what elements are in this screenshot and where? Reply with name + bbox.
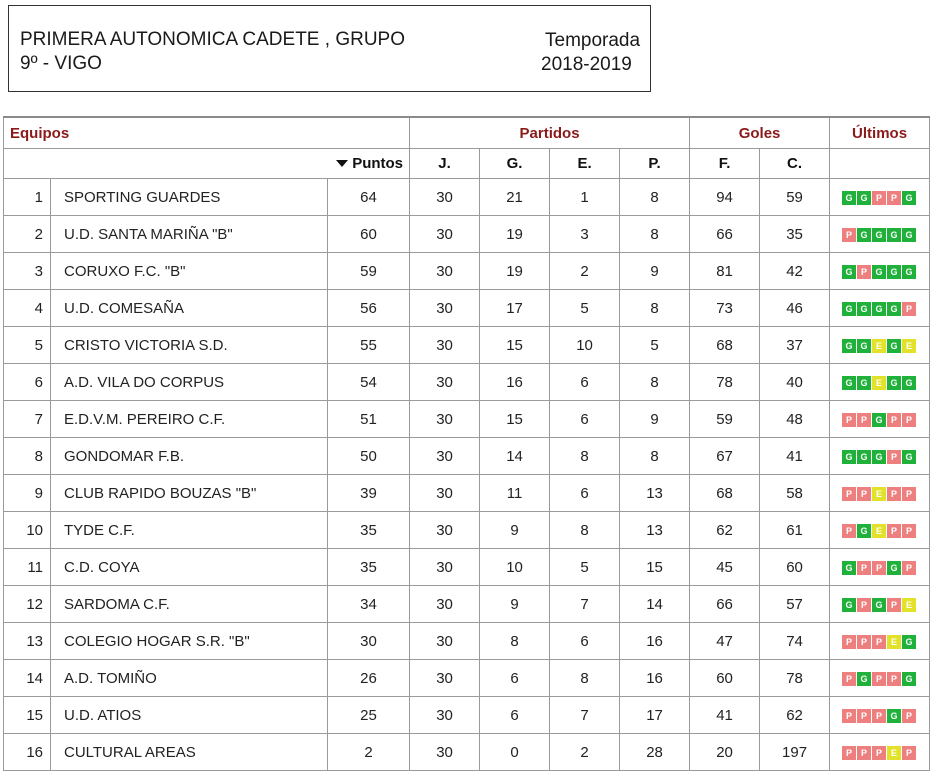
header-equipos: Equipos: [4, 117, 410, 149]
position-cell: 11: [4, 549, 51, 586]
group-title: 9º - VIGO: [20, 53, 102, 74]
table-row: [4, 364, 930, 401]
form-chip: P: [887, 524, 901, 538]
goals-for-cell: 67: [690, 438, 760, 475]
won-cell: 16: [480, 364, 550, 401]
form-chip: G: [902, 376, 916, 390]
goals-against-cell: 74: [760, 623, 830, 660]
form-chip: E: [887, 746, 901, 760]
header-partidos: Partidos: [410, 117, 690, 149]
column-header-c[interactable]: C.: [760, 149, 830, 179]
form-chip: G: [887, 228, 901, 242]
form-chip: P: [902, 746, 916, 760]
form-chip: G: [872, 413, 886, 427]
form-chip: G: [857, 339, 871, 353]
form-strip: [842, 302, 917, 316]
position-cell: 3: [4, 253, 51, 290]
lost-cell: 16: [620, 660, 690, 697]
drawn-cell: 3: [550, 216, 620, 253]
position-cell: 16: [4, 734, 51, 771]
goals-for-cell: 78: [690, 364, 760, 401]
team-name-link[interactable]: C.D. COYA: [51, 549, 328, 586]
season-label: Temporada: [545, 30, 641, 51]
drawn-cell: 8: [550, 438, 620, 475]
form-chip: E: [872, 376, 886, 390]
won-cell: 15: [480, 327, 550, 364]
form-strip: [842, 376, 917, 390]
table-row: [4, 290, 930, 327]
table-row: [4, 401, 930, 438]
won-cell: 19: [480, 253, 550, 290]
goals-for-cell: 20: [690, 734, 760, 771]
points-cell: 2: [328, 734, 410, 771]
played-cell: 30: [410, 179, 480, 216]
header-ultimos: Últimos: [830, 117, 930, 149]
table-row: [4, 623, 930, 660]
lost-cell: 8: [620, 290, 690, 327]
form-strip: [842, 598, 917, 612]
column-header-f[interactable]: F.: [690, 149, 760, 179]
lost-cell: 9: [620, 253, 690, 290]
team-name-link[interactable]: CULTURAL AREAS: [51, 734, 328, 771]
team-name-link[interactable]: CLUB RAPIDO BOUZAS "B": [51, 475, 328, 512]
form-chip: P: [842, 709, 856, 723]
form-strip: [842, 746, 917, 760]
goals-against-cell: 58: [760, 475, 830, 512]
goals-for-cell: 94: [690, 179, 760, 216]
played-cell: 30: [410, 438, 480, 475]
table-row: [4, 586, 930, 623]
goals-against-cell: 59: [760, 179, 830, 216]
column-header-row: [4, 149, 930, 179]
drawn-cell: 5: [550, 549, 620, 586]
form-chip: P: [842, 672, 856, 686]
form-chip: P: [842, 228, 856, 242]
form-chip: P: [902, 302, 916, 316]
form-cell: [830, 290, 930, 327]
goals-for-cell: 62: [690, 512, 760, 549]
table-row: [4, 327, 930, 364]
won-cell: 6: [480, 660, 550, 697]
lost-cell: 14: [620, 586, 690, 623]
lost-cell: 15: [620, 549, 690, 586]
drawn-cell: 8: [550, 512, 620, 549]
form-chip: P: [887, 450, 901, 464]
form-chip: G: [842, 191, 856, 205]
form-chip: G: [857, 302, 871, 316]
form-chip: G: [872, 228, 886, 242]
form-strip: [842, 450, 917, 464]
team-name-link[interactable]: SPORTING GUARDES: [51, 179, 328, 216]
form-chip: P: [842, 524, 856, 538]
form-strip: [842, 228, 917, 242]
goals-for-cell: 66: [690, 586, 760, 623]
table-row: [4, 253, 930, 290]
goals-for-cell: 73: [690, 290, 760, 327]
team-name-link[interactable]: SARDOMA C.F.: [51, 586, 328, 623]
goals-for-cell: 41: [690, 697, 760, 734]
lost-cell: 8: [620, 364, 690, 401]
form-chip: P: [887, 487, 901, 501]
table-row: [4, 216, 930, 253]
form-chip: P: [857, 265, 871, 279]
goals-against-cell: 62: [760, 697, 830, 734]
team-name-link[interactable]: TYDE C.F.: [51, 512, 328, 549]
goals-against-cell: 57: [760, 586, 830, 623]
position-cell: 7: [4, 401, 51, 438]
form-strip: [842, 524, 917, 538]
form-chip: G: [842, 598, 856, 612]
form-chip: P: [872, 561, 886, 575]
goals-against-cell: 37: [760, 327, 830, 364]
points-cell: 35: [328, 549, 410, 586]
played-cell: 30: [410, 660, 480, 697]
header-goles: Goles: [690, 117, 830, 149]
played-cell: 30: [410, 475, 480, 512]
form-chip: G: [902, 228, 916, 242]
drawn-cell: 7: [550, 586, 620, 623]
played-cell: 30: [410, 586, 480, 623]
played-cell: 30: [410, 364, 480, 401]
goals-against-cell: 40: [760, 364, 830, 401]
points-cell: 26: [328, 660, 410, 697]
form-chip: P: [842, 746, 856, 760]
goals-for-cell: 45: [690, 549, 760, 586]
lost-cell: 8: [620, 179, 690, 216]
goals-against-cell: 35: [760, 216, 830, 253]
points-cell: 30: [328, 623, 410, 660]
form-chip: P: [872, 709, 886, 723]
won-cell: 11: [480, 475, 550, 512]
form-chip: G: [887, 265, 901, 279]
form-chip: P: [902, 561, 916, 575]
form-strip: [842, 672, 917, 686]
goals-for-cell: 68: [690, 327, 760, 364]
form-chip: G: [872, 302, 886, 316]
form-cell: [830, 512, 930, 549]
table-row: [4, 438, 930, 475]
table-row: [4, 734, 930, 771]
column-header-j[interactable]: J.: [410, 149, 480, 179]
form-chip: G: [887, 339, 901, 353]
played-cell: 30: [410, 290, 480, 327]
drawn-cell: 6: [550, 475, 620, 512]
form-chip: G: [887, 561, 901, 575]
standings-table: [3, 116, 930, 771]
won-cell: 21: [480, 179, 550, 216]
position-cell: 4: [4, 290, 51, 327]
won-cell: 14: [480, 438, 550, 475]
form-strip: [842, 709, 917, 723]
table-row: [4, 549, 930, 586]
form-chip: G: [872, 450, 886, 464]
drawn-cell: 6: [550, 623, 620, 660]
points-cell: 51: [328, 401, 410, 438]
form-chip: G: [887, 376, 901, 390]
goals-against-cell: 60: [760, 549, 830, 586]
lost-cell: 5: [620, 327, 690, 364]
form-strip: [842, 487, 917, 501]
goals-for-cell: 66: [690, 216, 760, 253]
form-chip: P: [857, 598, 871, 612]
won-cell: 19: [480, 216, 550, 253]
played-cell: 30: [410, 216, 480, 253]
team-name-link[interactable]: U.D. ATIOS: [51, 697, 328, 734]
goals-against-cell: 78: [760, 660, 830, 697]
goals-against-cell: 61: [760, 512, 830, 549]
goals-against-cell: 48: [760, 401, 830, 438]
table-row: [4, 179, 930, 216]
form-chip: G: [902, 672, 916, 686]
position-cell: 15: [4, 697, 51, 734]
form-cell: [830, 179, 930, 216]
team-name-link[interactable]: U.D. COMESAÑA: [51, 290, 328, 327]
drawn-cell: 2: [550, 734, 620, 771]
drawn-cell: 7: [550, 697, 620, 734]
won-cell: 15: [480, 401, 550, 438]
form-chip: G: [842, 561, 856, 575]
form-cell: [830, 697, 930, 734]
form-chip: P: [842, 487, 856, 501]
form-cell: [830, 401, 930, 438]
column-header-e[interactable]: E.: [550, 149, 620, 179]
form-chip: E: [872, 487, 886, 501]
played-cell: 30: [410, 623, 480, 660]
form-chip: P: [857, 709, 871, 723]
form-chip: G: [887, 302, 901, 316]
form-cell: [830, 586, 930, 623]
form-chip: G: [857, 450, 871, 464]
position-cell: 2: [4, 216, 51, 253]
team-name-link[interactable]: GONDOMAR F.B.: [51, 438, 328, 475]
points-cell: 55: [328, 327, 410, 364]
won-cell: 6: [480, 697, 550, 734]
drawn-cell: 6: [550, 401, 620, 438]
team-name-link[interactable]: U.D. SANTA MARIÑA "B": [51, 216, 328, 253]
form-chip: P: [857, 561, 871, 575]
column-label-puntos: Puntos: [352, 155, 404, 172]
drawn-cell: 6: [550, 364, 620, 401]
goals-for-cell: 59: [690, 401, 760, 438]
drawn-cell: 1: [550, 179, 620, 216]
form-cell: [830, 364, 930, 401]
team-name-link[interactable]: E.D.V.M. PEREIRO C.F.: [51, 401, 328, 438]
form-chip: P: [857, 413, 871, 427]
form-chip: E: [902, 339, 916, 353]
form-chip: P: [842, 635, 856, 649]
played-cell: 30: [410, 549, 480, 586]
form-strip: [842, 413, 917, 427]
season-value: 2018-2019: [541, 54, 632, 75]
form-chip: G: [842, 265, 856, 279]
form-chip: P: [872, 191, 886, 205]
form-chip: G: [902, 265, 916, 279]
played-cell: 30: [410, 401, 480, 438]
table-row: [4, 697, 930, 734]
played-cell: 30: [410, 697, 480, 734]
form-strip: [842, 561, 917, 575]
form-chip: G: [902, 450, 916, 464]
form-chip: G: [872, 598, 886, 612]
form-chip: E: [887, 635, 901, 649]
goals-for-cell: 47: [690, 623, 760, 660]
lost-cell: 16: [620, 623, 690, 660]
form-chip: G: [857, 672, 871, 686]
form-strip: [842, 339, 917, 353]
table-row: [4, 512, 930, 549]
points-cell: 54: [328, 364, 410, 401]
form-chip: G: [842, 302, 856, 316]
position-cell: 14: [4, 660, 51, 697]
goals-for-cell: 81: [690, 253, 760, 290]
form-chip: G: [902, 635, 916, 649]
form-chip: P: [857, 746, 871, 760]
position-cell: 6: [4, 364, 51, 401]
won-cell: 0: [480, 734, 550, 771]
points-cell: 60: [328, 216, 410, 253]
competition-title: PRIMERA AUTONOMICA CADETE , GRUPO: [20, 29, 405, 50]
position-cell: 12: [4, 586, 51, 623]
form-chip: P: [842, 413, 856, 427]
form-chip: E: [902, 598, 916, 612]
form-cell: [830, 475, 930, 512]
goals-against-cell: 197: [760, 734, 830, 771]
form-chip: E: [872, 339, 886, 353]
form-cell: [830, 327, 930, 364]
position-cell: 1: [4, 179, 51, 216]
form-strip: [842, 265, 917, 279]
form-chip: P: [857, 635, 871, 649]
title-box: [8, 5, 651, 92]
form-chip: G: [857, 376, 871, 390]
lost-cell: 8: [620, 216, 690, 253]
lost-cell: 13: [620, 512, 690, 549]
sort-desc-icon: [336, 160, 348, 167]
points-cell: 50: [328, 438, 410, 475]
form-chip: P: [902, 524, 916, 538]
form-chip: G: [857, 228, 871, 242]
team-name-link[interactable]: A.D. VILA DO CORPUS: [51, 364, 328, 401]
column-header-p[interactable]: P.: [620, 149, 690, 179]
goals-against-cell: 41: [760, 438, 830, 475]
played-cell: 30: [410, 734, 480, 771]
won-cell: 9: [480, 512, 550, 549]
table-row: [4, 475, 930, 512]
form-strip: [842, 191, 917, 205]
points-cell: 59: [328, 253, 410, 290]
goals-for-cell: 68: [690, 475, 760, 512]
form-chip: G: [842, 376, 856, 390]
points-cell: 39: [328, 475, 410, 512]
form-chip: E: [872, 524, 886, 538]
form-chip: G: [842, 450, 856, 464]
lost-cell: 13: [620, 475, 690, 512]
form-chip: P: [887, 413, 901, 427]
points-cell: 64: [328, 179, 410, 216]
form-chip: G: [857, 191, 871, 205]
form-chip: P: [902, 709, 916, 723]
form-chip: P: [887, 672, 901, 686]
column-header-puntos[interactable]: [4, 149, 410, 179]
lost-cell: 9: [620, 401, 690, 438]
position-cell: 9: [4, 475, 51, 512]
points-cell: 56: [328, 290, 410, 327]
won-cell: 9: [480, 586, 550, 623]
form-chip: G: [902, 191, 916, 205]
played-cell: 30: [410, 253, 480, 290]
points-cell: 35: [328, 512, 410, 549]
column-header-form: [830, 149, 930, 179]
lost-cell: 17: [620, 697, 690, 734]
form-chip: G: [872, 265, 886, 279]
position-cell: 8: [4, 438, 51, 475]
form-chip: G: [887, 709, 901, 723]
form-cell: [830, 623, 930, 660]
won-cell: 17: [480, 290, 550, 327]
position-cell: 5: [4, 327, 51, 364]
lost-cell: 28: [620, 734, 690, 771]
points-cell: 34: [328, 586, 410, 623]
form-chip: P: [872, 746, 886, 760]
goals-against-cell: 42: [760, 253, 830, 290]
group-header-row: [4, 117, 930, 149]
drawn-cell: 2: [550, 253, 620, 290]
form-chip: P: [902, 487, 916, 501]
position-cell: 10: [4, 512, 51, 549]
form-cell: [830, 438, 930, 475]
form-cell: [830, 216, 930, 253]
form-chip: P: [887, 191, 901, 205]
points-cell: 25: [328, 697, 410, 734]
team-name-link[interactable]: COLEGIO HOGAR S.R. "B": [51, 623, 328, 660]
form-cell: [830, 549, 930, 586]
form-chip: G: [842, 339, 856, 353]
drawn-cell: 10: [550, 327, 620, 364]
form-chip: P: [872, 635, 886, 649]
won-cell: 10: [480, 549, 550, 586]
position-cell: 13: [4, 623, 51, 660]
team-name-link[interactable]: A.D. TOMIÑO: [51, 660, 328, 697]
form-chip: P: [872, 672, 886, 686]
form-chip: P: [887, 598, 901, 612]
goals-for-cell: 60: [690, 660, 760, 697]
form-chip: G: [857, 524, 871, 538]
drawn-cell: 8: [550, 660, 620, 697]
form-chip: P: [857, 487, 871, 501]
form-cell: [830, 734, 930, 771]
table-row: [4, 660, 930, 697]
form-cell: [830, 660, 930, 697]
goals-against-cell: 46: [760, 290, 830, 327]
won-cell: 8: [480, 623, 550, 660]
drawn-cell: 5: [550, 290, 620, 327]
played-cell: 30: [410, 512, 480, 549]
team-name-link[interactable]: CRISTO VICTORIA S.D.: [51, 327, 328, 364]
form-chip: P: [902, 413, 916, 427]
form-strip: [842, 635, 917, 649]
team-name-link[interactable]: CORUXO F.C. "B": [51, 253, 328, 290]
form-cell: [830, 253, 930, 290]
lost-cell: 8: [620, 438, 690, 475]
played-cell: 30: [410, 327, 480, 364]
column-header-g[interactable]: G.: [480, 149, 550, 179]
